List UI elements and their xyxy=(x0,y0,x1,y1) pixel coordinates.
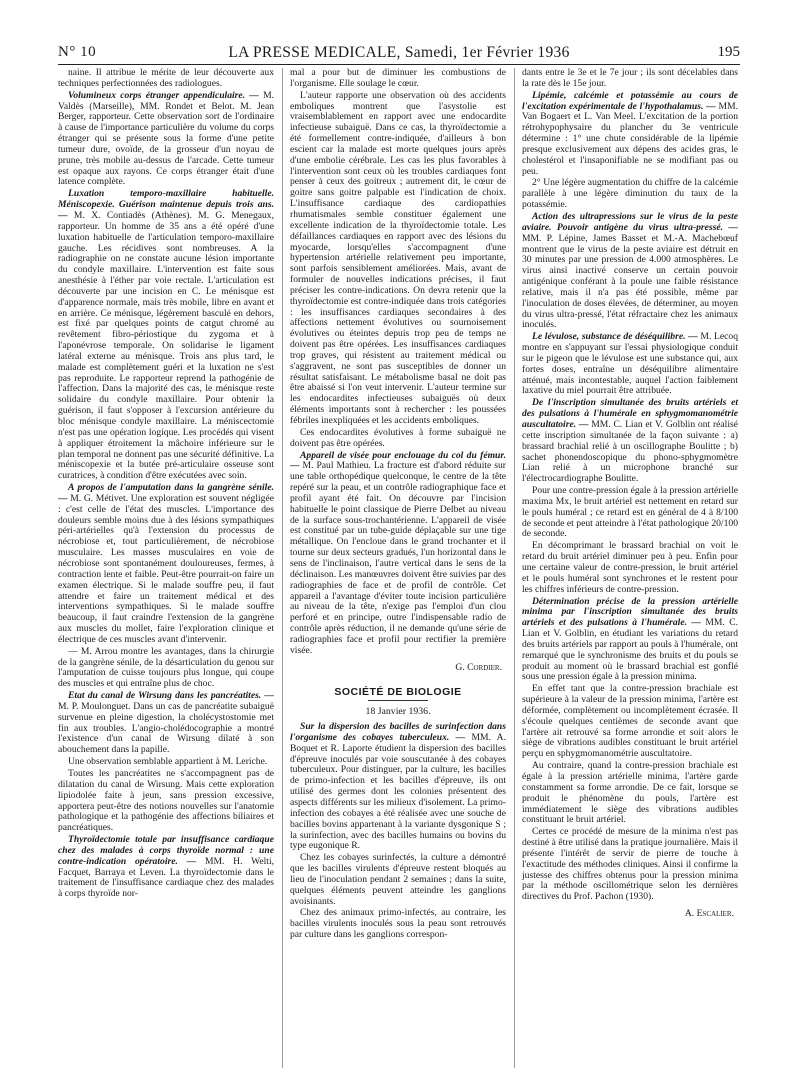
paragraph xyxy=(58,647,274,690)
paragraph-text: Certes ce procédé de mesure de la minima n'est pas destiné à être utilisé dans la pratique journalière. Mais il présente l'intérêt de servir de pierre de touche à l'exactitude des méthodes cliniques. Ainsi il confirme la justesse des chiffres obtenus pour la pression minima par la méthode oscillométrique selon les dernières directives du Prof. Pachon (1930). xyxy=(522,826,738,903)
paragraph-text: naine. Il attribue le mérite de leur découverte aux techniques perfectionnées des radiologues. xyxy=(58,67,274,89)
paragraph-text: L'auteur rapporte une observation où des accidents emboliques montrent que l'asystolie est vraisemblablement en rapport avec une endocardite infectieuse subaiguë. Dans ce cas, la thyroïdectomie a été formellement contre-indiquée, d'ailleurs à bon escient car la malade est morte quelques jours après d'une embolie cérébrale. Les cas les plus favorables à l'intervention sont ceux où les troubles cardiaques font penser à ceux des goitreux ; autrement dit, le cœur de goitre sans goitre palpable est l'indication de choix. L'insuffisance cardiaque des cardiopathies rhumatismales semble constituer également une excellente indication de la thyroïdectomie totale. Les défaillances cardiaques en rapport avec des lésions du myocarde, lorsqu'elles s'accompagnent d'une hypertension artérielle relativement peu importante, sont parfois sensiblement améliorées. Mais, avant de formuler de nouvelles indications précises, il faut préciser les contre-indications. On devra retenir que la thyroïdectomie est contre-indiquée dans trois catégories : les insuffisances cardiaques secondaires à des affections nettement évolutives ou sournoisement évolutives ou éteintes depuis trop peu de temps ne doivent pas être opérées. Les insuffisances cardiaques trop graves, qui résistent au traitement médical ou s'aggravent, ne sont pas susceptibles de donner un résultat satisfaisant. Le métabolisme basal ne doit pas être abaissé si l'on veut intervenir. L'auteur termine sur les endocardites infectieuses subaiguës où deux éléments importants sont à rechercher : les poussées fébriles inexpliquées et les accidents emboliques. xyxy=(290,89,506,426)
article-heading: Etat du canal de Wirsung dans les pancréatites. — xyxy=(68,690,274,702)
paragraph xyxy=(522,486,738,540)
header-rule xyxy=(58,64,740,65)
paragraph xyxy=(522,398,738,485)
column-3 xyxy=(522,68,738,930)
paragraph-text: MM. P. Lépine, James Basset et M.-A. Machebœuf montrent que le virus de la peste aviaire est détruit en 30 minutes par une pression de 4.000 atmosphères. Le virus ainsi inactivé conserve un certain pouvoir antigénique conférant à la poule une faible résistance relative, mais il n'a pas été possible, même par l'inoculation de doses élevées, de déterminer, au moyen du virus ultra-pressé, l'état réfractaire chez les animaux inoculés. xyxy=(522,232,738,331)
article-heading: Thyroïdectomie totale par insuffisance cardiaque chez des malades à corps thyroïde normal : une contre-indication opératoire. — xyxy=(58,834,274,867)
paragraph xyxy=(290,908,506,941)
column-2 xyxy=(290,68,506,942)
paragraph-text: M. X. Contiadès (Athènes). M. G. Menegaux, rapporteur. Un homme de 35 ans a été opéré d'une luxation habituelle de l'articulation temporo-maxillaire gauche. Les récidives sont nombreuses. A la radiographie on ne constate aucune lésion importante du condyle maxillaire. L'intervention est faite sous anesthésie à l'éther par voie rectale. L'articulation est découverte par une incision en C. Le ménisque est d'apparence normale, mais très mobile, libre en avant et en arrière. Ce ménisque, légèrement basculé en dehors, est fixé par quelques points de catgut chromé au revêtement fibro-périostique du zygoma et à l'aponévrose temporale. On solidarise le ligament latéral externe au ménisque. Trois ans plus tard, le malade est complètement guéri et la luxation ne s'est pas reproduite. Le rapporteur reprend la pathogénie de l'affection. Dans la majorité des cas, le ménisque reste solidaire du condyle maxillaire. Pour obtenir la guérison, il faut s'opposer à l'excursion antérieure du bloc ménisque condyle maxillaire. La méniscectomie n'est pas une opération logique. Les procédés qui visent à appliquer étroitement la mâchoire inférieure sur le plan temporal ne donnent pas une sécurité définitive. La méniscopexie et la butée pré-articulaire osseuse sont curatrices, à condition d'être exécutées avec soin. xyxy=(58,209,274,482)
article-heading: Détermination précise de la pression artérielle minima par l'inscription simultanée des bruits artériels et des pulsations à l'humérale. — xyxy=(522,595,738,629)
article-heading: Action des ultrapressions sur le virus de la peste aviaire. Pouvoir antigène du virus ultra-pressé. — xyxy=(522,210,738,233)
paragraph-text: mal a pour but de diminuer les combustions de l'organisme. Elle soulage le cœur. xyxy=(290,67,506,89)
paragraph-text: MM. C. Lian et V. Golblin, en étudiant les variations du retard des bruits artériels par rapport au pouls à l'humérale, ont remarqué que le synchronisme des bruits et du pouls se produit au moment où le brassard brachial est gonflé sous une pression égale à la pression minima. xyxy=(522,617,738,683)
paragraph-text: Chez des animaux primo-infectés, au contraire, les bacilles virulents inoculés sous la peau sont retrouvés par culture dans les ganglions correspon- xyxy=(290,907,506,941)
paragraph-text: Toutes les pancréatites ne s'accompagnent pas de dilatation du canal de Wirsung. Mais cette exploration lipiodolée faite à jeun, sans pression excessive, apportera peut-être des notions nouvelles sur l'anatomie pathologique et la pathogénie des affections biliaires et pancréatiques. xyxy=(58,768,274,834)
paragraph xyxy=(522,212,738,331)
article-heading: Appareil de visée pour enclouage du col du fémur. — xyxy=(290,449,506,472)
paragraph-text: M. P. Moulonguet. Dans un cas de pancréatite subaiguë survenue en pleine digestion, la cholécystostomie met fin aux troubles. L'angio-cholédocographie a montré l'existence d'un canal de Wirsung dilaté à son abouchement dans la papille. xyxy=(58,700,274,756)
paragraph xyxy=(290,91,506,427)
paragraph xyxy=(522,91,738,178)
paragraph-text: M. G. Métivet. Une exploration est souvent négligée : c'est celle de l'état des muscles. L'importance des douleurs semble moins due à des lésions sympathiques péri-artérielles qu'à l'extension du processus de nécrobiose et, tout particulièrement, de nécrobiose musculaire. Les masses musculaires en voie de nécrobiose sont spontanément douloureuses, fermes, à contraction lente et faible. Peut-être pourrait-on faire un examen électrique. Si le malade souffre peu, il faut attendre et faire un traitement médical et des interventions sympathiques. Si le malade souffre beaucoup, il faut craindre l'extension de la gangrène aux muscles du mollet, faire l'exploration clinique et électrique de ces muscles avant d'intervenir. xyxy=(58,492,274,645)
issue-number: N° 10 xyxy=(58,44,97,60)
paragraph-text: M. Valdès (Marseille), MM. Rondet et Belot. M. Jean Berger, rapporteur. Cette observation sort de l'ordinaire à cause de l'importance particulière du volume du corps étranger qui se présente sous la forme d'une petite tumeur dure, ovoïde, de la grosseur d'un noyau de prune, très mobile au-dessus de l'arcade. Cette tumeur est opaque aux rayons. Ce corps étranger était d'une latence complète. xyxy=(58,89,274,188)
paragraph xyxy=(58,189,274,482)
paragraph-text: dants entre le 3e et le 7e jour ; ils sont décelables dans la rate dès le 15e jour. xyxy=(522,67,738,89)
paragraph xyxy=(290,428,506,450)
article-heading: Sur la dispersion des bacilles de surinfection dans l'organisme des cobayes tuberculeux. — xyxy=(290,721,506,743)
article-heading: A propos de l'amputation dans la gangrène sénile. — xyxy=(58,482,274,504)
paragraph xyxy=(290,722,506,852)
paragraph-text: Chez les cobayes surinfectés, la culture a démontré que les bacilles virulents d'épreuve restent bloqués au lieu de l'inoculation pendant 2 semaines ; dans la suite, quelques éléments peuvent atteindre les ganglions avoisinants. xyxy=(290,852,506,907)
paragraph xyxy=(522,332,738,397)
column-1 xyxy=(58,68,274,901)
paragraph xyxy=(58,757,274,768)
paragraph xyxy=(522,68,738,90)
section-rule xyxy=(368,700,428,701)
paragraph-text: 2° Une légère augmentation du chiffre de la calcémie parallèle à une légère diminution du taux de la potassémie. xyxy=(522,177,738,211)
paragraph xyxy=(522,597,738,684)
paragraph-text: MM. H. Welti, Facquet, Barraya et Leven. La thyroïdectomie dans le traitement de l'insuffisance cardiaque chez des malades à corps thyroïde nor- xyxy=(58,855,275,900)
paragraph xyxy=(58,91,274,189)
paragraph xyxy=(522,541,738,595)
section-heading: SOCIÉTÉ DE BIOLOGIE xyxy=(334,686,462,699)
paragraph-text: MM. A. Boquet et R. Laporte étudient la dispersion des bacilles d'épreuve inoculés par voie souscutanée à des cobayes tuberculeux. Pour distinguer, par la culture, les bacilles de primo-infection et les bacilles d'épreuve, ils ont utilisé des germes dont les colonies présentent des aspects différents sur les milieux d'isolement. La primo-infection des cobayes a été réalisée avec une souche de bacilles bovins appartenant à la variante dysgonique S ; la surinfection, avec des bacilles humains ou bovins du type eugonique R. xyxy=(290,731,506,852)
paragraph-text: M. Paul Mathieu. La fracture est d'abord réduite sur une table orthopédique quelconque, le centre de la tête repéré sur la peau, et un contrôle radiographique face et profil ayant été fait. On découvre par l'incision habituelle le point classique de Pierre Delbet au niveau de la surface sous-trochantérienne. L'appareil de visée est constitué par un tube-guide déplaçable sur une tige métallique. On l'encloue dans le grand trochanter et il tourne sur deux secteurs gradués, l'un horizontal dans le sens de l'inclinaison, l'autre vertical dans le sens de la déclinaison. Les manœuvres doivent être suivies par des radiographies de face et de profil de contrôle. Cet appareil a l'avantage d'éviter toute incision particulière au niveau de la tête, n'exige pas l'emploi d'un clou perforé et en principe, outre l'indispensable radio de contrôle après réduction, il ne demande qu'une série de radiographies face et profil pour rectifier la première visée. xyxy=(290,460,506,656)
paragraph xyxy=(290,853,506,907)
paragraph xyxy=(522,761,738,826)
paragraph-text: En effet tant que la contre-pression brachiale est supérieure à la valeur de la pression minima, l'artère est déformée, complètement ou incomplètement écrasée. Il s'écoule quelques centièmes de seconde avant que l'artère ait retrouvé sa forme arrondie et soit alors le siège de vibrations audibles constituant le bruit artériel perçu en sphygmomanométrie auscultatoire. xyxy=(522,683,738,760)
article-heading: Luxation temporo-maxillaire habituelle. Méniscopexie. Guérison maintenue depuis trois ans. — xyxy=(58,188,274,221)
paragraph xyxy=(290,68,506,90)
article-heading: Le lévulose, substance de déséquilibre. — xyxy=(532,331,698,343)
article-heading: Volumineux corps étranger appendiculaire. — xyxy=(68,89,259,101)
article-heading: De l'inscription simultanée des bruits artériels et des pulsations à l'humérale en sphygmomanométrie auscultatoire. — xyxy=(522,397,738,430)
journal-title: LA PRESSE MEDICALE, Samedi, 1er Février 1936 xyxy=(228,44,570,61)
paragraph-text: Ces endocardites évolutives à forme subaiguë ne doivent pas être opérées. xyxy=(290,426,506,449)
paragraph-text: M. Lecoq montre en s'appuyant sur l'essai physiologique conduit sur le pigeon que le lévulose est une substance qui, aux fortes doses, entraîne un déséquilibre alimentaire atténué, mais incontestable, auquel l'action faiblement laxative du miel pourrait être attribuée. xyxy=(522,331,739,397)
paragraph-text: — M. Arrou montre les avantages, dans la chirurgie de la gangrène sénile, de la désarticulation du genou sur l'amputation de cuisse toujours plus longue, qui coupe des muscles et qui entraîne plus de choc. xyxy=(58,645,274,690)
page-number: 195 xyxy=(717,44,740,60)
article-heading: Lipémie, calcémie et potassémie au cours de l'excitation expérimentale de l'hypothalamus. — xyxy=(522,89,738,112)
paragraph-text: MM. C. Lian et V. Golblin ont réalisé cette inscription simultanée de la façon suivante : a) brassard brachial relié à un oscillographe Boulitte ; b) sachet phonendoscopique du phono-sphygmomètre Lian relié à un microphone branché sur l'électrocardiographe Boulitte. xyxy=(522,419,738,485)
paragraph-text: Pour une contre-pression égale à la pression artérielle maxima Mx, le bruit artériel est nettement en retard sur le pouls huméral ; ce retard est en général de 4 à 8/100 de seconde et peut atteindre à l'état pathologique 20/100 de seconde. xyxy=(522,485,738,540)
paragraph xyxy=(58,835,274,900)
paragraph-text: En décomprimant le brassard brachial on voit le retard du bruit artériel diminuer peu à peu. Enfin pour une certaine valeur de contre-pression, le bruit artériel et le pouls huméral sont synchrones et le restent pour les chiffres inférieurs de contre-pression. xyxy=(522,540,738,595)
paragraph xyxy=(522,178,738,211)
paragraph xyxy=(522,827,738,903)
session-date: 18 Janvier 1936. xyxy=(365,706,431,718)
paragraph xyxy=(522,684,738,760)
paragraph xyxy=(290,451,506,657)
paragraph xyxy=(58,483,274,646)
paragraph-text: Une observation semblable appartient à M. Leriche. xyxy=(68,756,268,768)
paragraph xyxy=(58,769,274,834)
signature: A. Escalier. xyxy=(684,908,734,920)
paragraph-text: MM. Van Bogaert et L. Van Meel. L'excitation de la portion rétrohypophysaire du plancher du 3e ventricule détermine : 1° une chute considérable de la lipémie presque exclusivement aux dépens des acides gras, le cholestérol et l'insaponifiable ne se modifiant pas ou peu. xyxy=(522,100,739,177)
paragraph xyxy=(58,68,274,90)
signature: G. Cordier. xyxy=(455,661,502,673)
column-divider xyxy=(282,68,283,1068)
column-divider xyxy=(514,68,515,1068)
page-header xyxy=(58,44,740,66)
paragraph xyxy=(58,691,274,756)
paragraph-text: Au contraire, quand la contre-pression brachiale est égale à la pression artérielle minima, l'artère garde constamment sa forme arrondie. De ce fait, lorsque se produit le phénomène du pouls, l'artère est immédiatement le siège des vibrations audibles constituant le bruit artériel. xyxy=(522,760,738,826)
